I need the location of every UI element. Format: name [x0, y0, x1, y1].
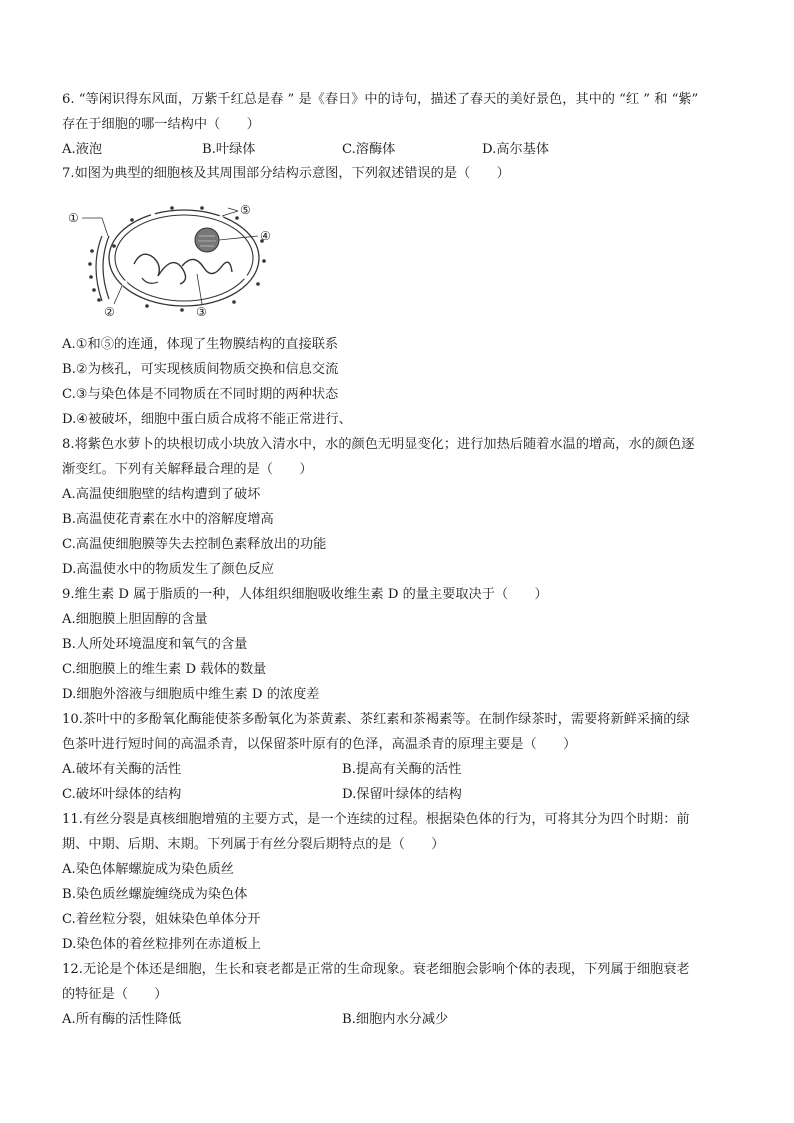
q6-option-c: C.溶酶体: [342, 142, 396, 157]
q12-option-a: A.所有酶的活性降低: [62, 1012, 182, 1027]
nuclear-envelope-inner: [115, 215, 253, 301]
q10-option-a: A.破坏有关酶的活性: [62, 762, 182, 777]
q9-stem: 9.维生素 D 属于脂质的一种，人体组织细胞吸收维生素 D 的量主要取决于（ ）: [62, 587, 548, 602]
q9-option-a: A.细胞膜上胆固醇的含量: [62, 612, 208, 627]
q11-option-b: B.染色质丝螺旋缠绕成为染色体: [62, 887, 248, 902]
q10-option-d: D.保留叶绿体的结构: [342, 787, 462, 802]
figure-label-3: ③: [196, 305, 207, 319]
q8-stem-line2: 渐变红。下列有关解释最合理的是（ ）: [62, 462, 313, 477]
q6-stem-line1: 6. “等闲识得东风面，万紫千红总是春 ” 是《春日》中的诗句，描述了春天的美好景色，其中的 “红 ” 和 “紫”: [62, 92, 699, 107]
q7-stem: 7.如图为典型的细胞核及其周围部分结构示意图，下列叙述错误的是（ ）: [62, 166, 510, 181]
q8-option-a: A.高温使细胞壁的结构遭到了破坏: [62, 487, 261, 502]
q11-option-c: C.着丝粒分裂，姐妹染色单体分开: [62, 912, 261, 927]
q10-stem-line1: 10.茶叶中的多酚氧化酶能使茶多酚氧化为茶黄素、茶红素和茶褐素等。在制作绿茶时，需要将新鲜采摘的绿: [62, 712, 690, 727]
q9-option-c: C.细胞膜上的维生素 D 载体的数量: [62, 662, 267, 677]
q11-option-d: D.染色体的着丝粒排列在赤道板上: [62, 937, 261, 952]
q8-option-d: D.高温使水中的物质发生了颜色反应: [62, 562, 275, 577]
nucleus-structure-diagram: [62, 196, 282, 321]
q10-stem-line2: 色茶叶进行短时间的高温杀青，以保留茶叶原有的色泽，高温杀青的原理主要是（ ）: [62, 737, 577, 752]
q7-option-d: D.④被破坏，细胞中蛋白质合成将不能正常进行、: [62, 412, 352, 427]
figure-label-1: ①: [68, 211, 79, 225]
q10-option-b: B.提高有关酶的活性: [342, 762, 462, 777]
q9-option-d: D.细胞外溶液与细胞质中维生素 D 的浓度差: [62, 687, 320, 702]
q11-stem-line2: 期、中期、后期、末期。下列属于有丝分裂后期特点的是（ ）: [62, 837, 445, 852]
q12-option-b: B.细胞内水分减少: [342, 1012, 449, 1027]
q12-stem-line1: 12.无论是个体还是细胞，生长和衰老都是正常的生命现象。衰老细胞会影响个体的表现，下列属于细胞衰老: [62, 962, 690, 977]
q6-stem-line2: 存在于细胞的哪一结构中（ ）: [62, 117, 260, 132]
q8-option-c: C.高温使细胞膜等失去控制色素释放出的功能: [62, 537, 327, 552]
q11-stem-line1: 11.有丝分裂是真核细胞增殖的主要方式，是一个连续的过程。根据染色体的行为，可将其分为四个时期：前: [62, 812, 690, 827]
q10-options-row2: [62, 785, 742, 805]
nucleus-diagram-svg: [62, 196, 282, 321]
q6-options: [62, 140, 742, 160]
q6-option-d: D.高尔基体: [482, 142, 550, 157]
figure-label-4: ④: [260, 229, 271, 243]
ribosome-dots: [88, 249, 101, 302]
figure-label-2: ②: [104, 305, 115, 319]
chromatin-fragment: [142, 278, 158, 283]
er-membrane-outer: [96, 236, 102, 301]
chromatin: [134, 254, 232, 284]
q12-stem-line2: 的特征是（ ）: [62, 987, 168, 1002]
er-membrane-inner: [103, 236, 109, 299]
nucleolus: [195, 228, 219, 252]
q10-options-row1: [62, 760, 742, 780]
q11-option-a: A.染色体解螺旋成为染色质丝: [62, 862, 234, 877]
figure-label-5: ⑤: [240, 203, 251, 217]
q7-option-a: A.①和⑤的连通，体现了生物膜结构的直接联系: [62, 337, 339, 352]
q8-option-b: B.高温使花青素在水中的溶解度增高: [62, 512, 274, 527]
q6-option-b: B.叶绿体: [202, 142, 256, 157]
q12-options: [62, 1010, 742, 1030]
q8-stem-line1: 8.将紫色水萝卜的块根切成小块放入清水中，水的颜色无明显变化；进行加热后随着水温的增高，水的颜色逐: [62, 437, 695, 452]
q6-option-a: A.液泡: [62, 142, 103, 157]
q9-option-b: B.人所处环境温度和氧气的含量: [62, 637, 248, 652]
q7-option-b: B.②为核孔，可实现核质间物质交换和信息交流: [62, 362, 339, 377]
q7-option-c: C.③与染色体是不同物质在不同时期的两种状态: [62, 387, 339, 402]
q10-option-c: C.破坏叶绿体的结构: [62, 787, 182, 802]
nuclear-envelope-outer: [109, 210, 259, 306]
